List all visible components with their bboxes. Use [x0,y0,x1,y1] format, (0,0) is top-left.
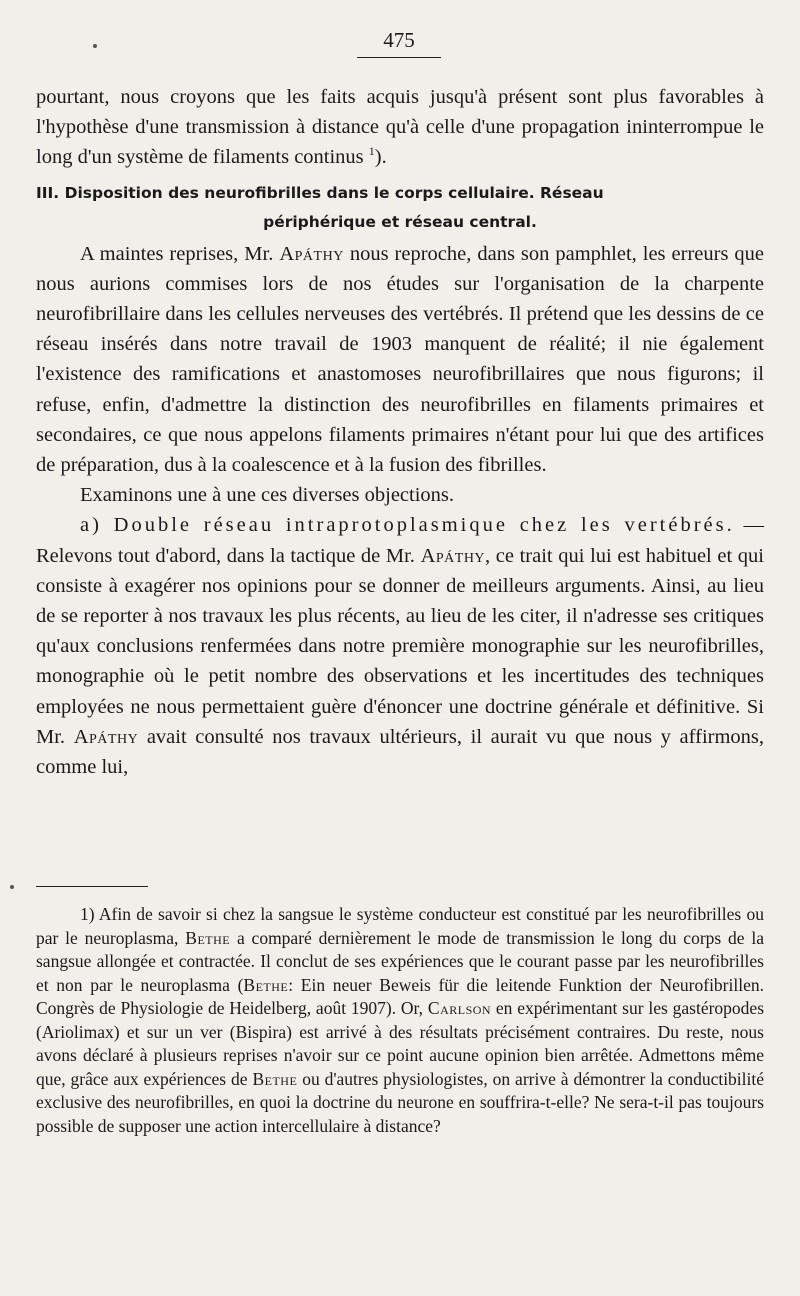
paragraph-text: pourtant, nous croyons que les faits acquis jusqu'à présent sont plus favorables à l'hypothèse d'une transmission à distance qu'à celle d'une propagation ininterrompue le long d'un système de filaments continus [36,86,764,169]
footnote-marker[interactable]: 1 [368,144,375,159]
footnote-segment: a comparé dernièrement le mode de transmission le long du corps de la sangsue allongée et contractée. Il conclut de ses expériences que le courant passe par les neurofibrilles et non par le neuroplasma ( [36,927,765,995]
paragraph-text: nous reproche, dans son pamphlet, les erreurs que nous aurions commises lors de nos études sur l'organisation de la charpente neurofibrillaire dans les cellules nerveuses des vertébrés. Il prétend que les dessins de ce réseau insérés dans notre travail de 1903 manquent de réalité; il nie également l'existence des ramifications et anastomoses neurofibrillaires que nous figurons; il refuse, enfin, d'admettre la distinction des neurofibrilles en filaments primaires et secondaires, ce que nous appelons filaments primaires n'étant pour lui que des artifices de préparation, dus à la coalescence et à la fusion des fibrilles. [36,242,765,477]
footnote-segment: ou d'autres physiologistes, on arrive à démontrer la conductibilité exclusive des neurofibrilles, en quoi la doctrine du neurone en souffrira-t-elle? Ne sera-t-il pas toujours possible de supposer une action intercellulaire à distance? [36,1068,765,1136]
footnote-segment: en expérimentant sur les gastéropodes (Ariolimax) et sur un ver (Bispira) est arrivé à des résultats précisément contraires. Du reste, nous avons déclaré à plusieurs reprises n'avoir sur ce point aucune opinion bien arrêtée. Admettons même que, grâce aux expériences de [36,998,765,1089]
footnote-segment: : Ein neuer Beweis für die leitende Funktion der Neurofibrillen. Congrès de Physiologie de Heidelberg, août 1907). Or, [36,974,764,1018]
paragraph-text: — Relevons tout d'abord, dans la tactique de Mr. [36,514,765,567]
footnote [36,903,764,1138]
paragraph-text: , ce trait qui lui est habituel et qui consiste à exagérer nos opinions pour se donner de meilleurs arguments. Ainsi, au lieu de se reporter à nos travaux les plus récents, au lieu de les citer, il n'adresse ses critiques qu'aux conclusions renfermées dans notre première monographie sur les neurofibrilles, monographie où le petit nombre des observations et les incertitudes des techniques employées ne nous permettaient guère d'énoncer une doctrine générale et définitive. Si Mr. [36,544,764,748]
paragraph-text: A maintes reprises, Mr. [80,242,274,265]
heading-line-2: périphérique et réseau central. [263,212,537,231]
footnote-rule [36,886,148,887]
paragraph-text: avait consulté nos travaux ultérieurs, il aurait vu que nous y affirmons, comme lui, [36,725,765,779]
paragraph-3 [36,510,764,782]
section-heading [36,179,764,237]
print-speck [10,885,14,889]
author-name: Bethe [243,974,289,995]
main-text [36,82,764,782]
author-name: Bethe [185,927,231,948]
author-name: Apáthy [420,544,486,567]
print-speck [93,44,97,48]
author-name: Bethe [252,1068,298,1089]
footnote-text [36,903,764,1138]
page-number-rule [357,57,441,58]
author-name: Apáthy [279,242,344,265]
subsection-label: a) Double réseau intraprotoplasmique chez les vertébrés. [80,514,735,537]
paragraph-1 [36,239,764,481]
footnote-segment: 1) Afin de savoir si chez la sangsue le système conducteur est constitué par les neurofibrilles ou par le neuroplasma, [36,904,764,948]
paragraph-2: Examinons une à une ces diverses objections. [80,484,455,507]
paragraph-continuation [36,82,764,173]
heading-line-1: III. Disposition des neurofibrilles dans le corps cellulaire. Réseau [36,183,604,202]
page-number: 475 [383,28,415,52]
author-name: Apáthy [73,725,139,748]
paragraph-text: ). [374,146,387,169]
author-name: Carlson [427,998,492,1018]
